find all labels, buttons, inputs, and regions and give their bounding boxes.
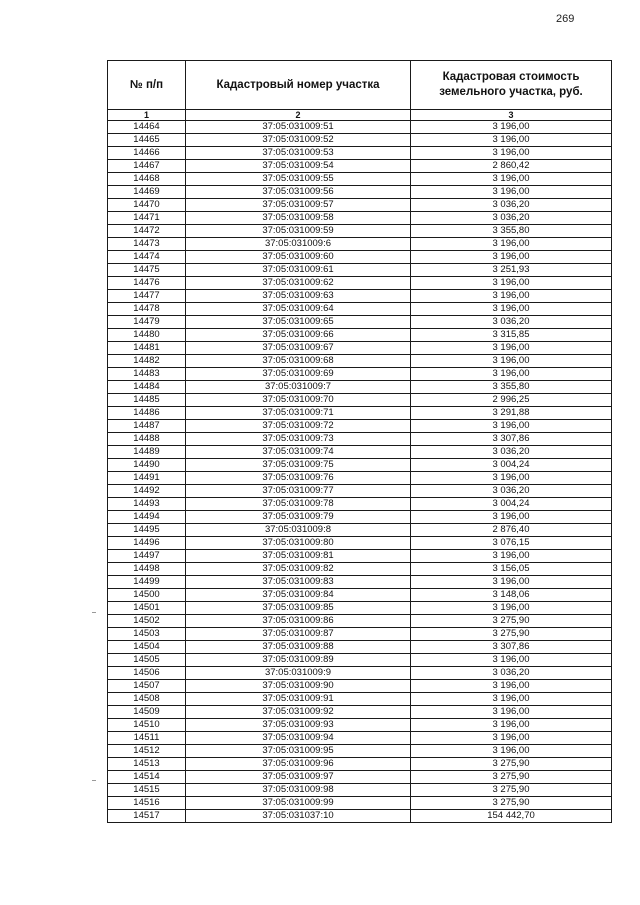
cadastral-number: 37:05:031009:75: [186, 459, 411, 472]
table-row: [108, 472, 612, 485]
cadastral-value: 2 860,42: [411, 160, 612, 173]
cadastral-number: 37:05:031009:88: [186, 641, 411, 654]
row-number: 14471: [108, 212, 186, 225]
cadastral-value: 3 315,85: [411, 329, 612, 342]
row-number: 14515: [108, 784, 186, 797]
row-number: 14492: [108, 485, 186, 498]
cadastral-number: 37:05:031009:98: [186, 784, 411, 797]
cadastral-number: 37:05:031009:60: [186, 251, 411, 264]
table-row: [108, 407, 612, 420]
cadastral-number: 37:05:031009:80: [186, 537, 411, 550]
row-number: 14506: [108, 667, 186, 680]
cadastral-value: 3 196,00: [411, 186, 612, 199]
row-number: 14477: [108, 290, 186, 303]
cadastral-number: 37:05:031009:95: [186, 745, 411, 758]
cadastral-value: 3 275,90: [411, 797, 612, 810]
cadastral-number: 37:05:031009:56: [186, 186, 411, 199]
table-row: [108, 212, 612, 225]
table-row: [108, 342, 612, 355]
cadastral-number: 37:05:031009:97: [186, 771, 411, 784]
row-number: 14465: [108, 134, 186, 147]
table-row: [108, 303, 612, 316]
row-number: 14503: [108, 628, 186, 641]
cadastral-number: 37:05:031009:63: [186, 290, 411, 303]
cadastral-value: 3 004,24: [411, 498, 612, 511]
cadastral-value: 3 196,00: [411, 173, 612, 186]
cadastral-value: 3 076,15: [411, 537, 612, 550]
cadastral-number: 37:05:031009:86: [186, 615, 411, 628]
table-row: [108, 420, 612, 433]
cadastral-value: 3 196,00: [411, 368, 612, 381]
row-number: 14512: [108, 745, 186, 758]
table-row: [108, 147, 612, 160]
table-header: [108, 61, 612, 121]
cadastral-number: 37:05:031009:82: [186, 563, 411, 576]
cadastral-number: 37:05:031009:83: [186, 576, 411, 589]
table-row: [108, 446, 612, 459]
column-index-1: 1: [108, 110, 186, 121]
table-row: [108, 277, 612, 290]
margin-mark: [92, 780, 96, 781]
row-number: 14467: [108, 160, 186, 173]
cadastral-number: 37:05:031009:61: [186, 264, 411, 277]
cadastral-number: 37:05:031009:52: [186, 134, 411, 147]
row-number: 14486: [108, 407, 186, 420]
cadastral-value: 3 275,90: [411, 784, 612, 797]
margin-mark: [92, 612, 96, 613]
cadastral-number: 37:05:031009:64: [186, 303, 411, 316]
column-index-2: 2: [186, 110, 411, 121]
row-number: 14509: [108, 706, 186, 719]
cadastral-number: 37:05:031037:10: [186, 810, 411, 823]
cadastral-value: 3 196,00: [411, 654, 612, 667]
row-number: 14476: [108, 277, 186, 290]
table-row: [108, 797, 612, 810]
cadastral-value: 3 196,00: [411, 355, 612, 368]
cadastral-value: 3 196,00: [411, 472, 612, 485]
table-row: [108, 381, 612, 394]
cadastral-value: 3 196,00: [411, 732, 612, 745]
cadastral-number: 37:05:031009:72: [186, 420, 411, 433]
cadastral-number: 37:05:031009:81: [186, 550, 411, 563]
row-number: 14484: [108, 381, 186, 394]
cadastral-number: 37:05:031009:76: [186, 472, 411, 485]
row-number: 14480: [108, 329, 186, 342]
table-row: [108, 563, 612, 576]
cadastral-value: 2 996,25: [411, 394, 612, 407]
cadastral-number: 37:05:031009:73: [186, 433, 411, 446]
table-row: [108, 160, 612, 173]
cadastral-value: 3 307,86: [411, 433, 612, 446]
cadastral-number: 37:05:031009:78: [186, 498, 411, 511]
cadastral-value: 3 196,00: [411, 251, 612, 264]
cadastral-value: 3 196,00: [411, 602, 612, 615]
cadastral-number: 37:05:031009:70: [186, 394, 411, 407]
cadastral-value: 3 196,00: [411, 706, 612, 719]
row-number: 14505: [108, 654, 186, 667]
row-number: 14491: [108, 472, 186, 485]
table-row: [108, 758, 612, 771]
cadastral-number: 37:05:031009:9: [186, 667, 411, 680]
cadastral-number: 37:05:031009:67: [186, 342, 411, 355]
table-row: [108, 368, 612, 381]
cadastral-value: 3 275,90: [411, 758, 612, 771]
table-row: [108, 433, 612, 446]
cadastral-value: 3 307,86: [411, 641, 612, 654]
row-number: 14479: [108, 316, 186, 329]
cadastral-value: 3 196,00: [411, 277, 612, 290]
cadastral-number: 37:05:031009:7: [186, 381, 411, 394]
cadastral-number: 37:05:031009:93: [186, 719, 411, 732]
table-row: [108, 498, 612, 511]
row-number: 14498: [108, 563, 186, 576]
cadastral-number: 37:05:031009:79: [186, 511, 411, 524]
cadastral-value: 3 036,20: [411, 199, 612, 212]
cadastral-value: 3 196,00: [411, 147, 612, 160]
cadastral-value: 3 156,05: [411, 563, 612, 576]
table-row: [108, 121, 612, 134]
row-number: 14478: [108, 303, 186, 316]
row-number: 14517: [108, 810, 186, 823]
row-number: 14511: [108, 732, 186, 745]
cadastral-value: 3 036,20: [411, 212, 612, 225]
table-row: [108, 524, 612, 537]
row-number: 14496: [108, 537, 186, 550]
cadastral-value: 3 196,00: [411, 745, 612, 758]
cadastral-value: 154 442,70: [411, 810, 612, 823]
table-row: [108, 680, 612, 693]
row-number: 14466: [108, 147, 186, 160]
cadastral-value: 3 196,00: [411, 303, 612, 316]
row-number: 14489: [108, 446, 186, 459]
cadastral-value: 2 876,40: [411, 524, 612, 537]
cadastral-number: 37:05:031009:74: [186, 446, 411, 459]
cadastral-value: 3 196,00: [411, 420, 612, 433]
row-number: 14497: [108, 550, 186, 563]
table-row: [108, 615, 612, 628]
cadastral-number: 37:05:031009:71: [186, 407, 411, 420]
table-row: [108, 550, 612, 563]
cadastral-value: 3 275,90: [411, 771, 612, 784]
table-row: [108, 654, 612, 667]
cadastral-value: 3 251,93: [411, 264, 612, 277]
row-number: 14482: [108, 355, 186, 368]
cadastral-value: 3 196,00: [411, 576, 612, 589]
page-number: 269: [556, 13, 575, 25]
table-row: [108, 667, 612, 680]
row-number: 14513: [108, 758, 186, 771]
cadastral-number: 37:05:031009:59: [186, 225, 411, 238]
table-row: [108, 602, 612, 615]
table-row: [108, 693, 612, 706]
cadastral-value: 3 196,00: [411, 134, 612, 147]
row-number: 14473: [108, 238, 186, 251]
row-number: 14481: [108, 342, 186, 355]
table-row: [108, 316, 612, 329]
cadastral-value: 3 196,00: [411, 511, 612, 524]
row-number: 14510: [108, 719, 186, 732]
table-row: [108, 537, 612, 550]
cadastral-number: 37:05:031009:94: [186, 732, 411, 745]
cadastral-number: 37:05:031009:92: [186, 706, 411, 719]
cadastral-value: 3 036,20: [411, 316, 612, 329]
cadastral-value: 3 036,20: [411, 667, 612, 680]
table-row: [108, 173, 612, 186]
table-row: [108, 784, 612, 797]
table-row: [108, 576, 612, 589]
cadastral-number: 37:05:031009:68: [186, 355, 411, 368]
cadastral-number: 37:05:031009:6: [186, 238, 411, 251]
cadastral-number: 37:05:031009:53: [186, 147, 411, 160]
row-number: 14493: [108, 498, 186, 511]
table-row: [108, 290, 612, 303]
table-row: [108, 641, 612, 654]
row-number: 14514: [108, 771, 186, 784]
cadastral-value: 3 148,06: [411, 589, 612, 602]
cadastral-value: 3 355,80: [411, 225, 612, 238]
cadastral-value: 3 196,00: [411, 693, 612, 706]
row-number: 14468: [108, 173, 186, 186]
table-row: [108, 238, 612, 251]
cadastral-value: 3 275,90: [411, 615, 612, 628]
row-number: 14490: [108, 459, 186, 472]
table-row: [108, 511, 612, 524]
table-body: [108, 121, 612, 823]
table-row: [108, 225, 612, 238]
row-number: 14507: [108, 680, 186, 693]
cadastral-number: 37:05:031009:69: [186, 368, 411, 381]
table-row: [108, 329, 612, 342]
cadastral-number: 37:05:031009:66: [186, 329, 411, 342]
cadastral-number: 37:05:031009:65: [186, 316, 411, 329]
cadastral-number: 37:05:031009:55: [186, 173, 411, 186]
cadastral-number: 37:05:031009:90: [186, 680, 411, 693]
table-row: [108, 355, 612, 368]
cadastral-value: 3 355,80: [411, 381, 612, 394]
row-number: 14502: [108, 615, 186, 628]
table-row: [108, 589, 612, 602]
row-number: 14485: [108, 394, 186, 407]
table-row: [108, 485, 612, 498]
cadastral-number: 37:05:031009:91: [186, 693, 411, 706]
cadastral-value: 3 036,20: [411, 485, 612, 498]
row-number: 14499: [108, 576, 186, 589]
row-number: 14469: [108, 186, 186, 199]
table-row: [108, 134, 612, 147]
header-cadastral-number: Кадастровый номер участка: [186, 61, 411, 110]
cadastral-value: 3 196,00: [411, 550, 612, 563]
cadastral-number: 37:05:031009:51: [186, 121, 411, 134]
table-row: [108, 251, 612, 264]
header-number: № п/п: [108, 61, 186, 110]
row-number: 14475: [108, 264, 186, 277]
cadastral-value: 3 196,00: [411, 290, 612, 303]
cadastral-value: 3 196,00: [411, 238, 612, 251]
cadastral-number: 37:05:031009:99: [186, 797, 411, 810]
cadastral-number: 37:05:031009:57: [186, 199, 411, 212]
row-number: 14464: [108, 121, 186, 134]
row-number: 14500: [108, 589, 186, 602]
table-row: [108, 771, 612, 784]
cadastral-value: 3 196,00: [411, 121, 612, 134]
cadastral-value: 3 196,00: [411, 680, 612, 693]
table-row: [108, 394, 612, 407]
cadastral-number: 37:05:031009:96: [186, 758, 411, 771]
cadastral-number: 37:05:031009:58: [186, 212, 411, 225]
table-row: [108, 732, 612, 745]
table-row: [108, 745, 612, 758]
table-row: [108, 264, 612, 277]
row-number: 14488: [108, 433, 186, 446]
cadastral-number: 37:05:031009:8: [186, 524, 411, 537]
row-number: 14495: [108, 524, 186, 537]
row-number: 14474: [108, 251, 186, 264]
row-number: 14516: [108, 797, 186, 810]
cadastral-table: [107, 60, 612, 823]
cadastral-value: 3 291,88: [411, 407, 612, 420]
cadastral-value: 3 196,00: [411, 342, 612, 355]
row-number: 14470: [108, 199, 186, 212]
table-row: [108, 459, 612, 472]
table-row: [108, 706, 612, 719]
header-cadastral-value: Кадастровая стоимость земельного участка, руб.: [411, 61, 612, 110]
table-row: [108, 199, 612, 212]
row-number: 14508: [108, 693, 186, 706]
cadastral-number: 37:05:031009:87: [186, 628, 411, 641]
cadastral-number: 37:05:031009:62: [186, 277, 411, 290]
cadastral-number: 37:05:031009:77: [186, 485, 411, 498]
row-number: 14501: [108, 602, 186, 615]
cadastral-number: 37:05:031009:84: [186, 589, 411, 602]
cadastral-number: 37:05:031009:54: [186, 160, 411, 173]
cadastral-number: 37:05:031009:85: [186, 602, 411, 615]
cadastral-value: 3 196,00: [411, 719, 612, 732]
table-row: [108, 628, 612, 641]
row-number: 14494: [108, 511, 186, 524]
table-row: [108, 810, 612, 823]
row-number: 14483: [108, 368, 186, 381]
column-index-3: 3: [411, 110, 612, 121]
cadastral-value: 3 004,24: [411, 459, 612, 472]
table-row: [108, 186, 612, 199]
table-row: [108, 719, 612, 732]
row-number: 14472: [108, 225, 186, 238]
cadastral-number: 37:05:031009:89: [186, 654, 411, 667]
row-number: 14487: [108, 420, 186, 433]
cadastral-value: 3 275,90: [411, 628, 612, 641]
row-number: 14504: [108, 641, 186, 654]
cadastral-value: 3 036,20: [411, 446, 612, 459]
